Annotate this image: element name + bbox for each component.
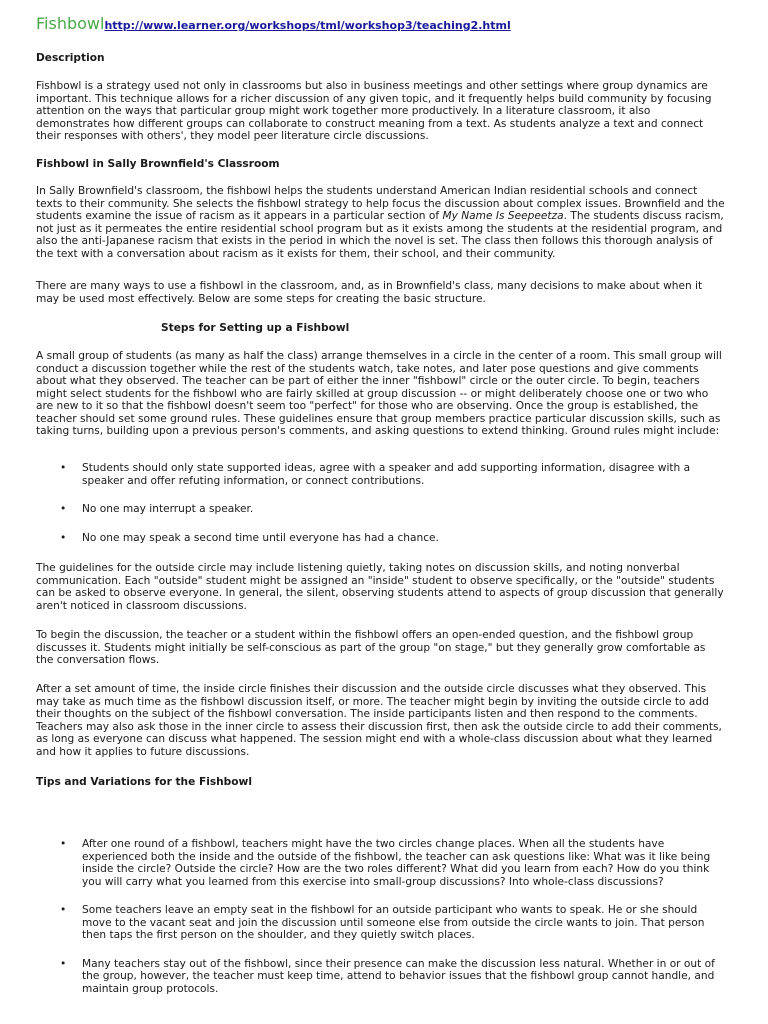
- steps-intro-paragraph: A small group of students (as many as half the class) arrange themselves in a circle in the center of a room. This small group will conduct a discussion together while the rest of the students watch, take notes, and later pose questions and give comments about what they observed. The teacher can be part of either the inner "fishbowl" circle or the outer circle. To begin, teachers might select students for the fishbowl who are fairly skilled at group discussion -- or might deliberately choose one or two who are new to it so that the fishbowl doesn't seem too "perfect" for those who are observing. Once the group is established, the teacher should set some ground rules. These guidelines ensure that group members practice particular discussion skills, such as taking turns, building upon a previous person's comments, and asking questions to extend thinking. Ground rules might include:: [36, 350, 722, 437]
- brownfield-paragraph-2: There are many ways to use a fishbowl in the classroom, and, as in Brownfield's class, many decisions to make about when it may be used most effectively. Below are some steps for creating the basic structure.: [36, 280, 703, 305]
- list-item: • Students should only state supported ideas, agree with a speaker and add supporting information, disagree with a speaker and offer refuting information, or connect contributions.: [36, 462, 726, 487]
- title-line: [36, 14, 511, 33]
- list-item: • Some teachers leave an empty seat in the fishbowl for an outside participant who wants to speak. He or she should move to the vacant seat and join the discussion until someone else from outside the circle wants to join. That person then taps the first person on the shoulder, and they quietly switch places.: [36, 904, 726, 942]
- after-discussion-paragraph: After a set amount of time, the inside circle finishes their discussion and the outside circle discusses what they observed. This may take as much time as the fishbowl discussion itself, or more. The teacher might begin by inviting the outside circle to add their thoughts on the subject of the fishbowl conversation. The inside participants listen and then respond to the comments. Teachers may also ask those in the inner circle to assess their discussion first, then ask the outside circle to add their comments, as long as everyone can discuss what happened. The session might end with a whole-class discussion about what they learned and how it applies to future discussions.: [36, 683, 722, 758]
- brownfield-heading: Fishbowl in Sally Brownfield's Classroom: [36, 158, 280, 170]
- list-item: • Many teachers stay out of the fishbowl, since their presence can make the discussion less natural. Whether in or out of the group, however, the teacher must keep time, attend to behavior issues that the fishbowl group cannot handle, and maintain group protocols.: [36, 958, 726, 996]
- description-heading: Description: [36, 52, 105, 64]
- tips-heading: Tips and Variations for the Fishbowl: [36, 776, 252, 788]
- outside-circle-paragraph: The guidelines for the outside circle may include listening quietly, taking notes on discussion skills, and noting nonverbal communication. Each "outside" student might be assigned an "inside" student to observe specifically, or the "outside" students can be asked to observe everyone. In general, the silent, observing students attend to aspects of group discussion that generally aren't noticed in classroom discussions.: [36, 562, 724, 612]
- page-title: Fishbowl: [36, 14, 105, 33]
- source-link[interactable]: http://www.learner.org/workshops/tml/workshop3/teaching2.html: [104, 19, 511, 32]
- tips-list: [36, 838, 726, 995]
- description-paragraph: Fishbowl is a strategy used not only in classrooms but also in business meetings and other settings where group dynamics are important. This technique allows for a richer discussion of any given topic, and it frequently helps build community by focusing attention on the ways that particular group might work together more productively. In a literature classroom, it also demonstrates how different groups can collaborate to construct meaning from a text. As students analyze a text and connect their responses with others', they model peer literature circle discussions.: [36, 80, 712, 142]
- brownfield-paragraph-1: [36, 185, 726, 260]
- list-item: • No one may speak a second time until everyone has had a chance.: [36, 532, 726, 545]
- brownfield-text-b: . The students discuss racism, not just as it permeates the entire residential school program but as it exists among the students at the residential program, and also the anti-Japanese racism that exists in the period in which the novel is set. The class then follows this thorough analysis of the text with a conversation about racism as it exists for them, their school, and their community.: [36, 210, 724, 260]
- brownfield-text-a: In Sally Brownfield's classroom, the fishbowl helps the students understand American Indian residential schools and connect texts to their community. She selects the fishbowl strategy to help focus the discussion about complex issues. Brownfield and the students examine the issue of racism as it appears in a particular section of: [36, 185, 725, 222]
- list-item: • No one may interrupt a speaker.: [36, 503, 726, 516]
- ground-rules-list: [36, 462, 726, 544]
- steps-heading: Steps for Setting up a Fishbowl: [161, 322, 350, 334]
- list-item: • After one round of a fishbowl, teachers might have the two circles change places. When all the students have experienced both the inside and the outside of the fishbowl, the teacher can ask questions like: What was it like being inside the circle? Outside the circle? How are the two roles different? What did you learn from each? How do you think you will carry what you learned from this exercise into small-group discussions? Into whole-class discussions?: [36, 838, 726, 888]
- book-title: My Name Is Seepeetza: [442, 210, 564, 222]
- begin-discussion-paragraph: To begin the discussion, the teacher or a student within the fishbowl offers an open-ended question, and the fishbowl group discusses it. Students might initially be self-conscious as part of the group "on stage," but they generally grow comfortable as the conversation flows.: [36, 629, 706, 666]
